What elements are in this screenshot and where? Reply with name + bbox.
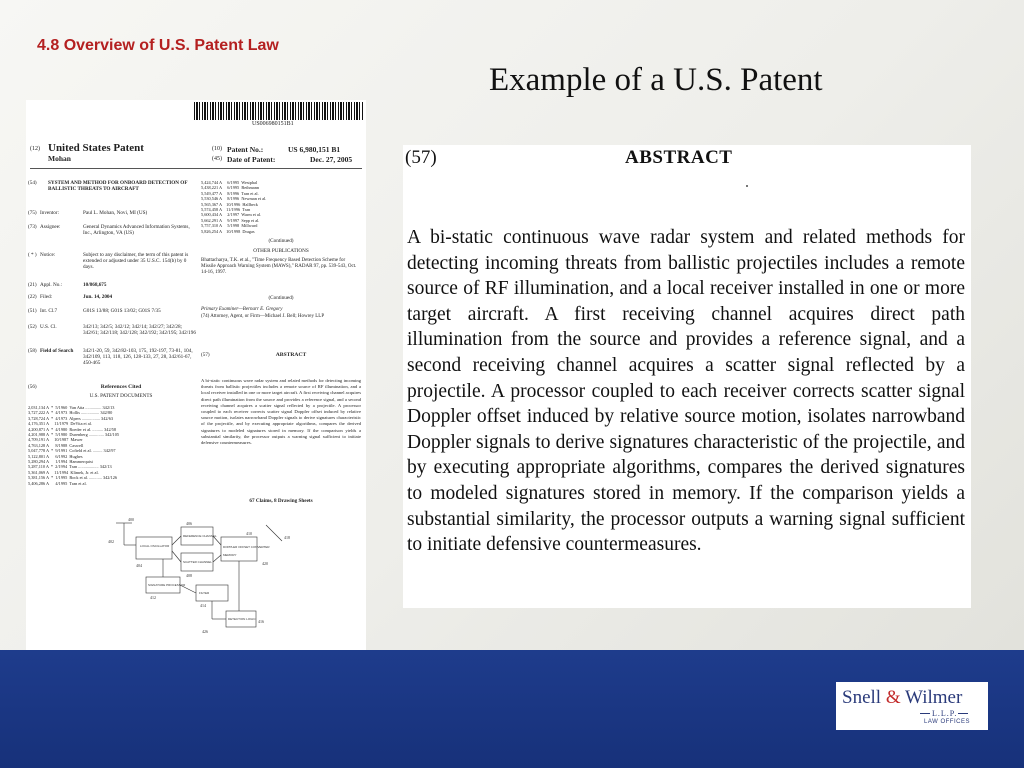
- scan-speck: [746, 185, 748, 187]
- reference-row: 5,047,778 A * 9/1991 Cofield et al. ......... 342/97: [28, 448, 116, 454]
- field-filed: Jun. 14, 2004: [83, 294, 113, 300]
- barcode-number: US006980151B1: [252, 121, 294, 127]
- patent-date-code: (45): [212, 156, 222, 162]
- field-assignee: General Dynamics Advanced Information Systems, Inc., Arlington, VA (US): [83, 224, 190, 237]
- field-code: ( * ): [28, 252, 37, 258]
- drawing-ref: 416: [258, 619, 264, 624]
- field-label: U.S. Cl.: [40, 324, 57, 330]
- reference-row: 4,763,128 A 8/1988 Caswell: [28, 442, 84, 448]
- drawing-ref: 426: [202, 629, 208, 634]
- reference-row: 5,381,156 A * 1/1995 Bock et al. ............ 342/126: [28, 475, 118, 481]
- field-code: (51): [28, 308, 37, 314]
- field-inventor: Paul L. Mohan, Novi, MI (US): [83, 210, 148, 216]
- us-docs-left: [28, 405, 119, 486]
- section-title: 4.8 Overview of U.S. Patent Law: [37, 37, 279, 54]
- reference-row: 5,406,286 A 4/1995 Tran et al.: [28, 480, 87, 486]
- refs-code: (56): [28, 384, 37, 390]
- reference-row: 5,662,291 A 9/1997 Sepp et al.: [201, 217, 260, 223]
- abstract-number: (57): [405, 147, 437, 168]
- drawing-ref: 404: [136, 563, 142, 568]
- field-code: (54): [28, 180, 37, 186]
- field-label: Assignee:: [40, 224, 61, 230]
- logo-name-2: Wilmer: [905, 687, 963, 708]
- drawing-box-label: DOPPLER OFFSET CONVERTER: [223, 545, 270, 549]
- slide-title: Example of a U.S. Patent: [489, 62, 823, 98]
- reference-row: 5,438,221 A 6/1995 Bethmann: [201, 185, 260, 191]
- abstract-text: A bi-static continuous wave radar system and related methods for detecting incoming threats from ballistic projectiles includes a remote source of RF illumination, and a local receiver installed in one or more target aircraft. A first receiving channel acquires direct path illumination from the source and provides a reference signal, and a second receiving channel acquires a scatter signal reflected by a projectile. A processor coupled to each receiver corrects scatter signal Doppler offset induced by relative source motion, isolates narrowband Doppler signals to derive signatures characteristic of the projectile, and by executing appropriate algorithms, compares the derived signatures to modeled signatures stored in memory. If the comparison yields a substantial similarity, the processor outputs a warning signal sufficient to initiate defensive countermeasures.: [407, 227, 965, 556]
- refs-cited-heading: References Cited: [100, 384, 142, 390]
- drawing-ref: 412: [150, 595, 156, 600]
- abstract-title: ABSTRACT: [625, 147, 733, 168]
- patent-date-label: Date of Patent:: [227, 155, 276, 164]
- logo-offices: LAW OFFICES: [924, 719, 970, 725]
- logo-rule-right: [958, 713, 968, 714]
- logo-llp: L.L.P.: [932, 709, 958, 718]
- reference-row: 3,727,222 A * 4/1973 Hollis ................. 342/80: [28, 410, 113, 416]
- reference-row: 5,280,294 A 1/1994 Hammerquist: [28, 459, 93, 465]
- drawing-ref: 410: [246, 531, 252, 536]
- reference-row: 4,176,351 A 11/1979 DeVita et al.: [28, 421, 92, 427]
- patent-number: US 6,980,151 B1: [288, 145, 341, 154]
- header-rule: [30, 168, 362, 169]
- abstract-zoom: [403, 145, 971, 608]
- reference-row: 5,287,110 A * 2/1994 Tran ................... 342/13: [28, 464, 112, 470]
- field-search: 342/1-20, 59, 342/82-103, 175, 192-197, 73-81, 104, 342/109, 113, 118, 126, 128-133, 27, 28, 342/61-67, 450-465: [83, 348, 193, 367]
- abstract-small-text: A bi-static continuous wave radar system and related methods for detecting incoming threats from ballistic projectiles includes a remote source of RF illumination, and a local receiver installed in one or more target aircraft. A first receiving channel acquires direct path illumination from the source and provides a reference signal, and a second receiving channel acquires a scatter signal reflected by a projectile. A processor coupled to each receiver corrects scatter signal Doppler offset induced by relative source motion, isolates narrowband Doppler signals to derive signatures characteristic of the projectile, and by executing appropriate algorithms, compares the derived signatures to modeled signatures stored in memory. If the comparison yields a substantial similarity, the processor outputs a warning signal sufficient to initiate defensive countermeasures.: [201, 378, 361, 446]
- patent-number-code: (10): [212, 146, 222, 152]
- field-appl-no: 10/868,675: [83, 282, 107, 288]
- field-code: (52): [28, 324, 37, 330]
- reference-row: 5,361,069 A 11/1994 Klimek, Jr. et al.: [28, 469, 99, 475]
- reference-row: 2,031,134 A * 5/1960 Van Atta ............... 342/13: [28, 405, 115, 410]
- reference-row: 5,826,254 A 10/1998 Dragas: [201, 228, 255, 234]
- attorney: (74) Attorney, Agent, or Firm—Michael J. Bell; Howrey LLP: [201, 314, 325, 319]
- reference-row: 5,530,546 A 8/1996 Newman et al.: [201, 196, 267, 202]
- drawing-box-label: MEMORY: [223, 553, 237, 557]
- patent-front-page: [26, 100, 366, 650]
- continued-2: (Continued): [268, 295, 294, 301]
- patent-date: Dec. 27, 2005: [310, 155, 353, 164]
- other-pubs: Bhattacharya, T.K. et al., "Time Frequency Based Detection Scheme for Missile Approach Warning System (MAWS)," RADAR 97, pp. 539-543, Oct. 14-16, 1997.: [201, 258, 357, 275]
- reference-row: 5,549,477 A 8/1996 Tran et al.: [201, 190, 259, 196]
- drawing-box-label: DETECTION LOGIC: [228, 617, 256, 621]
- abstract-code: (57): [201, 352, 210, 358]
- barcode: [194, 102, 364, 120]
- drawing-ref: 408: [186, 573, 192, 578]
- reference-row: 4,200,871 A * 4/1980 Roeder et al. .......... 342/58: [28, 426, 117, 432]
- field-code: (73): [28, 224, 37, 230]
- drawing-box-label: SCATTER CHANNEL: [183, 560, 212, 564]
- drawing-box-label: SIGNATURE PROCESSOR: [148, 583, 186, 587]
- reference-row: 4,709,191 A 10/1987 Mawer: [28, 437, 83, 443]
- reference-row: 5,122,801 A 6/1992 Hughes: [28, 453, 83, 459]
- reference-row: 5,757,310 A 5/1998 Millward: [201, 223, 258, 229]
- field-label: Inventor:: [40, 210, 60, 216]
- field-code: (22): [28, 294, 37, 300]
- drawing-ref: 420: [262, 561, 268, 566]
- field-code: (58): [28, 348, 37, 354]
- field-label: Appl. No.:: [40, 282, 63, 288]
- reference-row: 3,728,724 A * 4/1973 Alpers ................. 342/63: [28, 415, 113, 421]
- field-us-cl: 342/13; 342/5; 342/12; 342/14; 342/27; 342/28; 342/61; 342/118; 342/128; 342/192; 342/195; 342/196: [83, 324, 196, 337]
- drawing-ref: 406: [186, 521, 192, 526]
- field-label: Field of Search: [40, 348, 74, 354]
- logo-ampersand: &: [885, 687, 901, 708]
- drawing-box-label: LOCAL OSCILLATOR: [140, 544, 170, 548]
- logo-rule-left: [920, 713, 930, 714]
- field-label: Int. Cl.7: [40, 308, 58, 314]
- abstract-heading: ABSTRACT: [275, 352, 307, 358]
- logo-name-1: Snell: [842, 687, 882, 708]
- other-pubs-heading: OTHER PUBLICATIONS: [253, 248, 309, 254]
- patent-type: United States Patent: [48, 142, 144, 154]
- drawing-box-label: FILTER: [199, 591, 210, 595]
- reference-row: 5,565,367 A 10/1996 Hallbeck: [201, 201, 258, 207]
- field-notice: Subject to any disclaimer, the term of this patent is extended or adjusted under 35 U.S.C. 154(b) by 0 days.: [83, 252, 189, 271]
- us-docs-right: [201, 180, 266, 234]
- field-label: Notice:: [40, 252, 56, 258]
- reference-row: 4,201,988 A * 5/1980 Durenberg .............. 342/105: [28, 432, 119, 438]
- patent-number-label: Patent No.:: [227, 145, 264, 154]
- drawing-box-label: REFERENCE CHANNEL: [183, 534, 217, 538]
- field-label: Filed:: [40, 294, 53, 300]
- patent-inventor-short: Mohan: [48, 154, 71, 163]
- field-title: SYSTEM AND METHOD FOR ONBOARD DETECTION OF BALLISTIC THREATS TO AIRCRAFT: [48, 180, 188, 193]
- reference-row: 5,600,434 A 2/1997 Warm et al.: [201, 212, 262, 218]
- reference-row: 5,424,744 A 6/1995 Westphal: [201, 180, 258, 185]
- field-code: (21): [28, 282, 37, 288]
- logo-wordmark: [842, 687, 962, 709]
- drawing-ref: 400: [128, 517, 134, 522]
- us-docs-heading: U.S. PATENT DOCUMENTS: [89, 393, 153, 399]
- examiner: Primary Examiner—Bernarr E. Gregory: [201, 307, 283, 312]
- drawing-ref: 402: [108, 539, 114, 544]
- field-int-cl: G01S 13/88; G01S 13/02; G01S 7/35: [83, 308, 161, 314]
- field-code: (75): [28, 210, 37, 216]
- reference-row: 5,574,458 A 11/1996 Tran: [201, 207, 251, 213]
- drawing-ref: 418: [284, 535, 290, 540]
- claims-line: 67 Claims, 8 Drawing Sheets: [249, 498, 313, 504]
- patent-drawing: [106, 515, 296, 640]
- continued-1: (Continued): [268, 238, 294, 244]
- patent-type-code: (12): [30, 146, 40, 152]
- firm-logo: [836, 682, 988, 730]
- drawing-ref: 414: [200, 603, 206, 608]
